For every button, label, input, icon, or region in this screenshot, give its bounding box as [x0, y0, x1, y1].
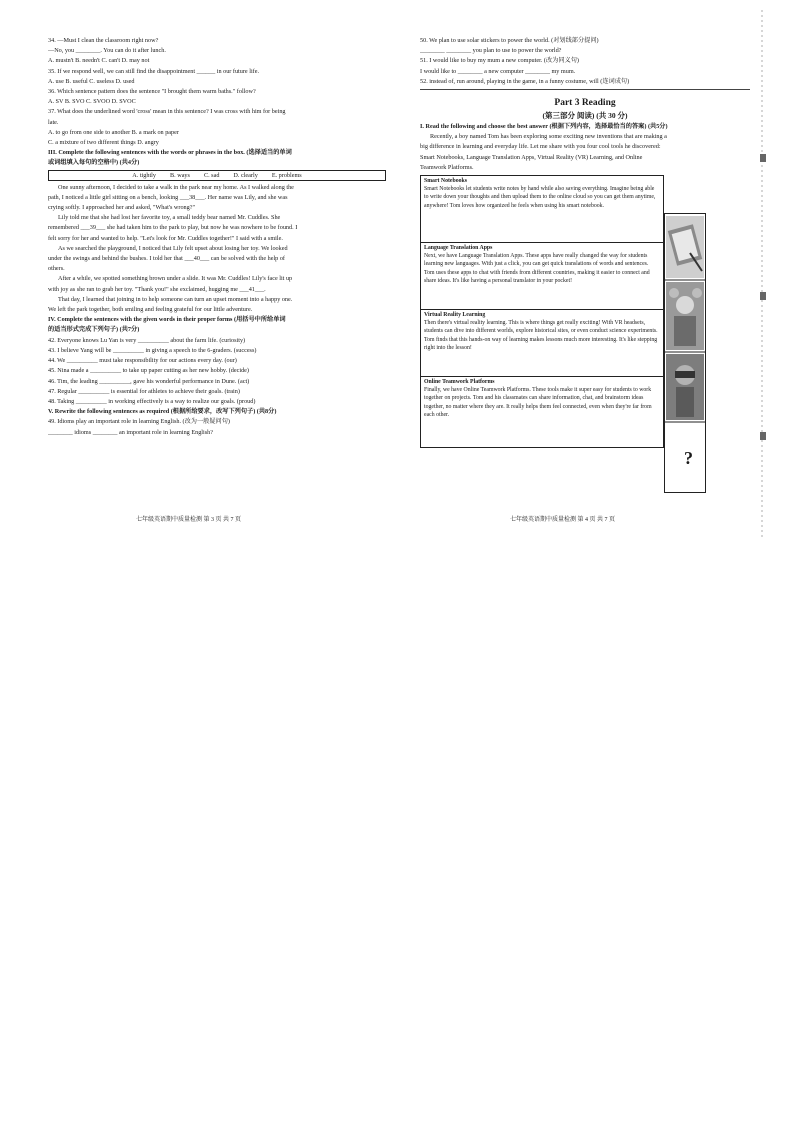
binding-margin [752, 0, 792, 560]
section3-heading-cont: 或词组填入每句的空格中) (共4分) [48, 159, 140, 167]
word-option: C. sad [203, 171, 220, 179]
q35-options: A. use B. useful C. useless D. used [48, 77, 135, 85]
vr-headset-picture [666, 354, 704, 420]
intro-line: Recently, a boy named Tom has been exploring some exciting new inventions that are making a [430, 133, 667, 141]
passage-line: Lily told me that she had lost her favorite toy, a small teddy bear named Mr. Cuddles. She [58, 214, 281, 222]
q37-stem-cont: late. [48, 118, 59, 126]
passage-line: remembered ___39___ she had taken him to the park to play, but now he was nowhere to be found. I [48, 224, 298, 232]
section4-heading: IV. Complete the sentences with the given words in their proper forms (用括号中所给单词 [48, 316, 286, 324]
intro-line: big difference in learning and everyday life. Let me share with you four cool tools he discovered: [420, 143, 661, 151]
reading-instructions: I. Read the following and choose the best answer (根据下列内容，选择最恰当的答案) (共5分) [420, 123, 668, 131]
passage-line: We left the park together, both smiling and feeling grateful for our little adventure. [48, 306, 253, 314]
question-mark: ? [684, 448, 693, 468]
q50-answer: ________ ________ you plan to use to power the world? [420, 47, 562, 55]
q48: 48. Taking __________ in working effectively is a way to realize our goals. (proud) [48, 397, 256, 405]
card-heading: Smart Notebooks [424, 178, 467, 185]
q35-stem: 35. If we respond well, we can still find the disappointment ______ in our future life. [48, 67, 260, 75]
q37-options-ab: A. to go from one side to another B. a mark on paper [48, 128, 179, 136]
section3-heading: III. Complete the following sentences with the words or phrases in the box. (选择适当的单词 [48, 149, 292, 157]
q34-options: A. mustn't B. needn't C. can't D. may not [48, 57, 150, 65]
card-body: Next, we have Language Translation Apps. These apps have really changed the way for students learning new languages. With just a click, you can get quick translations of words and sentences. Tom uses these apps to chat with friends from different countries, making it easier to connect and share ideas. It's like having a personal translator in your pocket! [424, 253, 650, 284]
card-heading: Online Teamwork Platforms [424, 379, 495, 386]
card-heading: Virtual Reality Learning [424, 312, 486, 319]
passage-line: felt sorry for her and wanted to help. "Let's look for Mr. Cuddles together!" I said with a smile. [48, 234, 283, 242]
section5-heading: V. Rewrite the following sentences as required (根据所给要求，改写下列句子) (共8分) [48, 408, 277, 416]
tablet-writing-picture [666, 216, 704, 278]
passage-line: That day, I learned that joining in to help someone can turn an upset moment into a happy one. [58, 295, 293, 303]
q42: 42. Everyone knows Lu Yan is very __________ about the farm life. (curiosity) [48, 336, 246, 344]
q37-stem: 37. What does the underlined word 'cross' mean in this sentence? I was cross with him for being [48, 108, 286, 116]
passage-line: with joy as she ran to grab her toy. "Thank you!" she exclaimed, hugging me ___41___. [48, 285, 266, 293]
passage-line: crying softly. I approached her and asked, "What's wrong?" [48, 204, 195, 212]
q47: 47. Regular __________ is essential for athletes to achieve their goals. (train) [48, 387, 240, 395]
passage [48, 183, 386, 316]
word-option: A. tightly [132, 171, 156, 179]
passage-line: After a while, we spotted something brown under a slide. It was Mr. Cuddles! Lily's face lit up [58, 275, 293, 283]
q34-reply: —No, you ________. You can do it after lunch. [48, 47, 166, 55]
q34-stem: 34. —Must I clean the classroom right now? [48, 37, 159, 44]
children-picture [666, 282, 704, 350]
q49-answer: ________ idioms ________ an important role in learning English? [48, 428, 213, 436]
q51: 51. I would like to buy my mum a new computer. (改为同义句) [420, 57, 579, 65]
word-option: E. problems [271, 171, 302, 179]
intro-line: Teamwork Platforms. [420, 163, 474, 171]
q36-stem: 36. Which sentence pattern does the sentence "I brought them warm baths." follow? [48, 88, 256, 96]
passage-line: under the swings and behind the bushes. I told her that ___40___ can be solved with the help of [48, 255, 285, 263]
inventions-table [420, 175, 664, 448]
card-body: Smart Notebooks let students write notes by hand while also saving everything. Imagine being able to write down your thoughts and then upload them to the online cloud so you can get them anytime, anywhere! Tom loves how organized he feels when using his smart notebook. [424, 186, 656, 209]
card-translation-apps [421, 243, 663, 310]
section4-heading-cont: 的适当形式完成下列句子) (共7分) [48, 326, 140, 334]
left-column [48, 36, 386, 438]
page-footer-right: 七年级英语期中质量检测 第 4 页 共 7 页 [510, 517, 616, 523]
passage-line: One sunny afternoon, I decided to take a walk in the park near my home. As I walked along the [58, 183, 294, 191]
intro-line: Smart Notebooks, Language Translation Apps, Virtual Reality (VR) Learning, and Online [420, 153, 643, 161]
card-heading: Language Translation Apps [424, 245, 493, 252]
q49: 49. Idioms play an important role in learning English. (改为一般疑问句) [48, 418, 230, 426]
word-box [48, 170, 386, 181]
q46: 46. Tim, the leading __________, gave his wonderful performance in Dune. (act) [48, 377, 250, 385]
passage-line: others. [48, 265, 65, 273]
page-footer-left: 七年级英语期中质量检测 第 3 页 共 7 页 [136, 517, 242, 523]
answer-line [420, 89, 750, 90]
q51-answer: I would like to ________ a new computer ________ my mum. [420, 67, 576, 75]
word-option: D. clearly [233, 171, 258, 179]
part-subtitle: (第三部分 阅读) (共 30 分) [542, 111, 628, 121]
word-option: B. ways [170, 171, 190, 179]
q52: 52. instead of, run around, playing in the game, in a funny costume, will (连词成句) [420, 77, 630, 85]
card-smart-notebooks [421, 176, 663, 243]
passage-line: As we searched the playground, I noticed that Lily felt upset about losing her toy. We looked [58, 244, 288, 252]
card-teamwork-platforms [421, 377, 663, 447]
q45: 45. Nina made a __________ to take up paper cutting as her new hobby. (decide) [48, 367, 249, 375]
card-body: Then there's virtual reality learning. This is where things get really exciting! With VR headsets, students can dive into different worlds, explore historical sites, or even conduct science experiments. Tom finds that this hands-on way of learning makes lessons much more interesting. It's like stepping right into the lesson! [424, 320, 658, 351]
q44: 44. We __________ must take responsibility for our actions every day. (our) [48, 357, 237, 365]
q43: 43. I believe Yang will be __________ in giving a speech to the 6-graders. (success) [48, 346, 257, 354]
passage-line: path, I noticed a little girl sitting on a bench, looking ___38___. Her name was Lily, and she was [48, 193, 288, 201]
q50: 50. We plan to use solar stickers to power the world. (对划线部分提问) [420, 37, 599, 44]
card-body: Finally, we have Online Teamwork Platforms. These tools make it super easy for students to work together on projects. Tom and his classmates can share information, chat, and brainstorm ideas together, no matter where they are. It really helps them feel connected, even when they're far from each other. [424, 387, 652, 418]
q37-options-cd: C. a mixture of two different things D. angry [48, 139, 159, 147]
card-vr-learning [421, 310, 663, 377]
q36-options: A. SV B. SVO C. SVOO D. SVOC [48, 98, 136, 106]
part-title: Part 3 Reading [554, 98, 616, 109]
